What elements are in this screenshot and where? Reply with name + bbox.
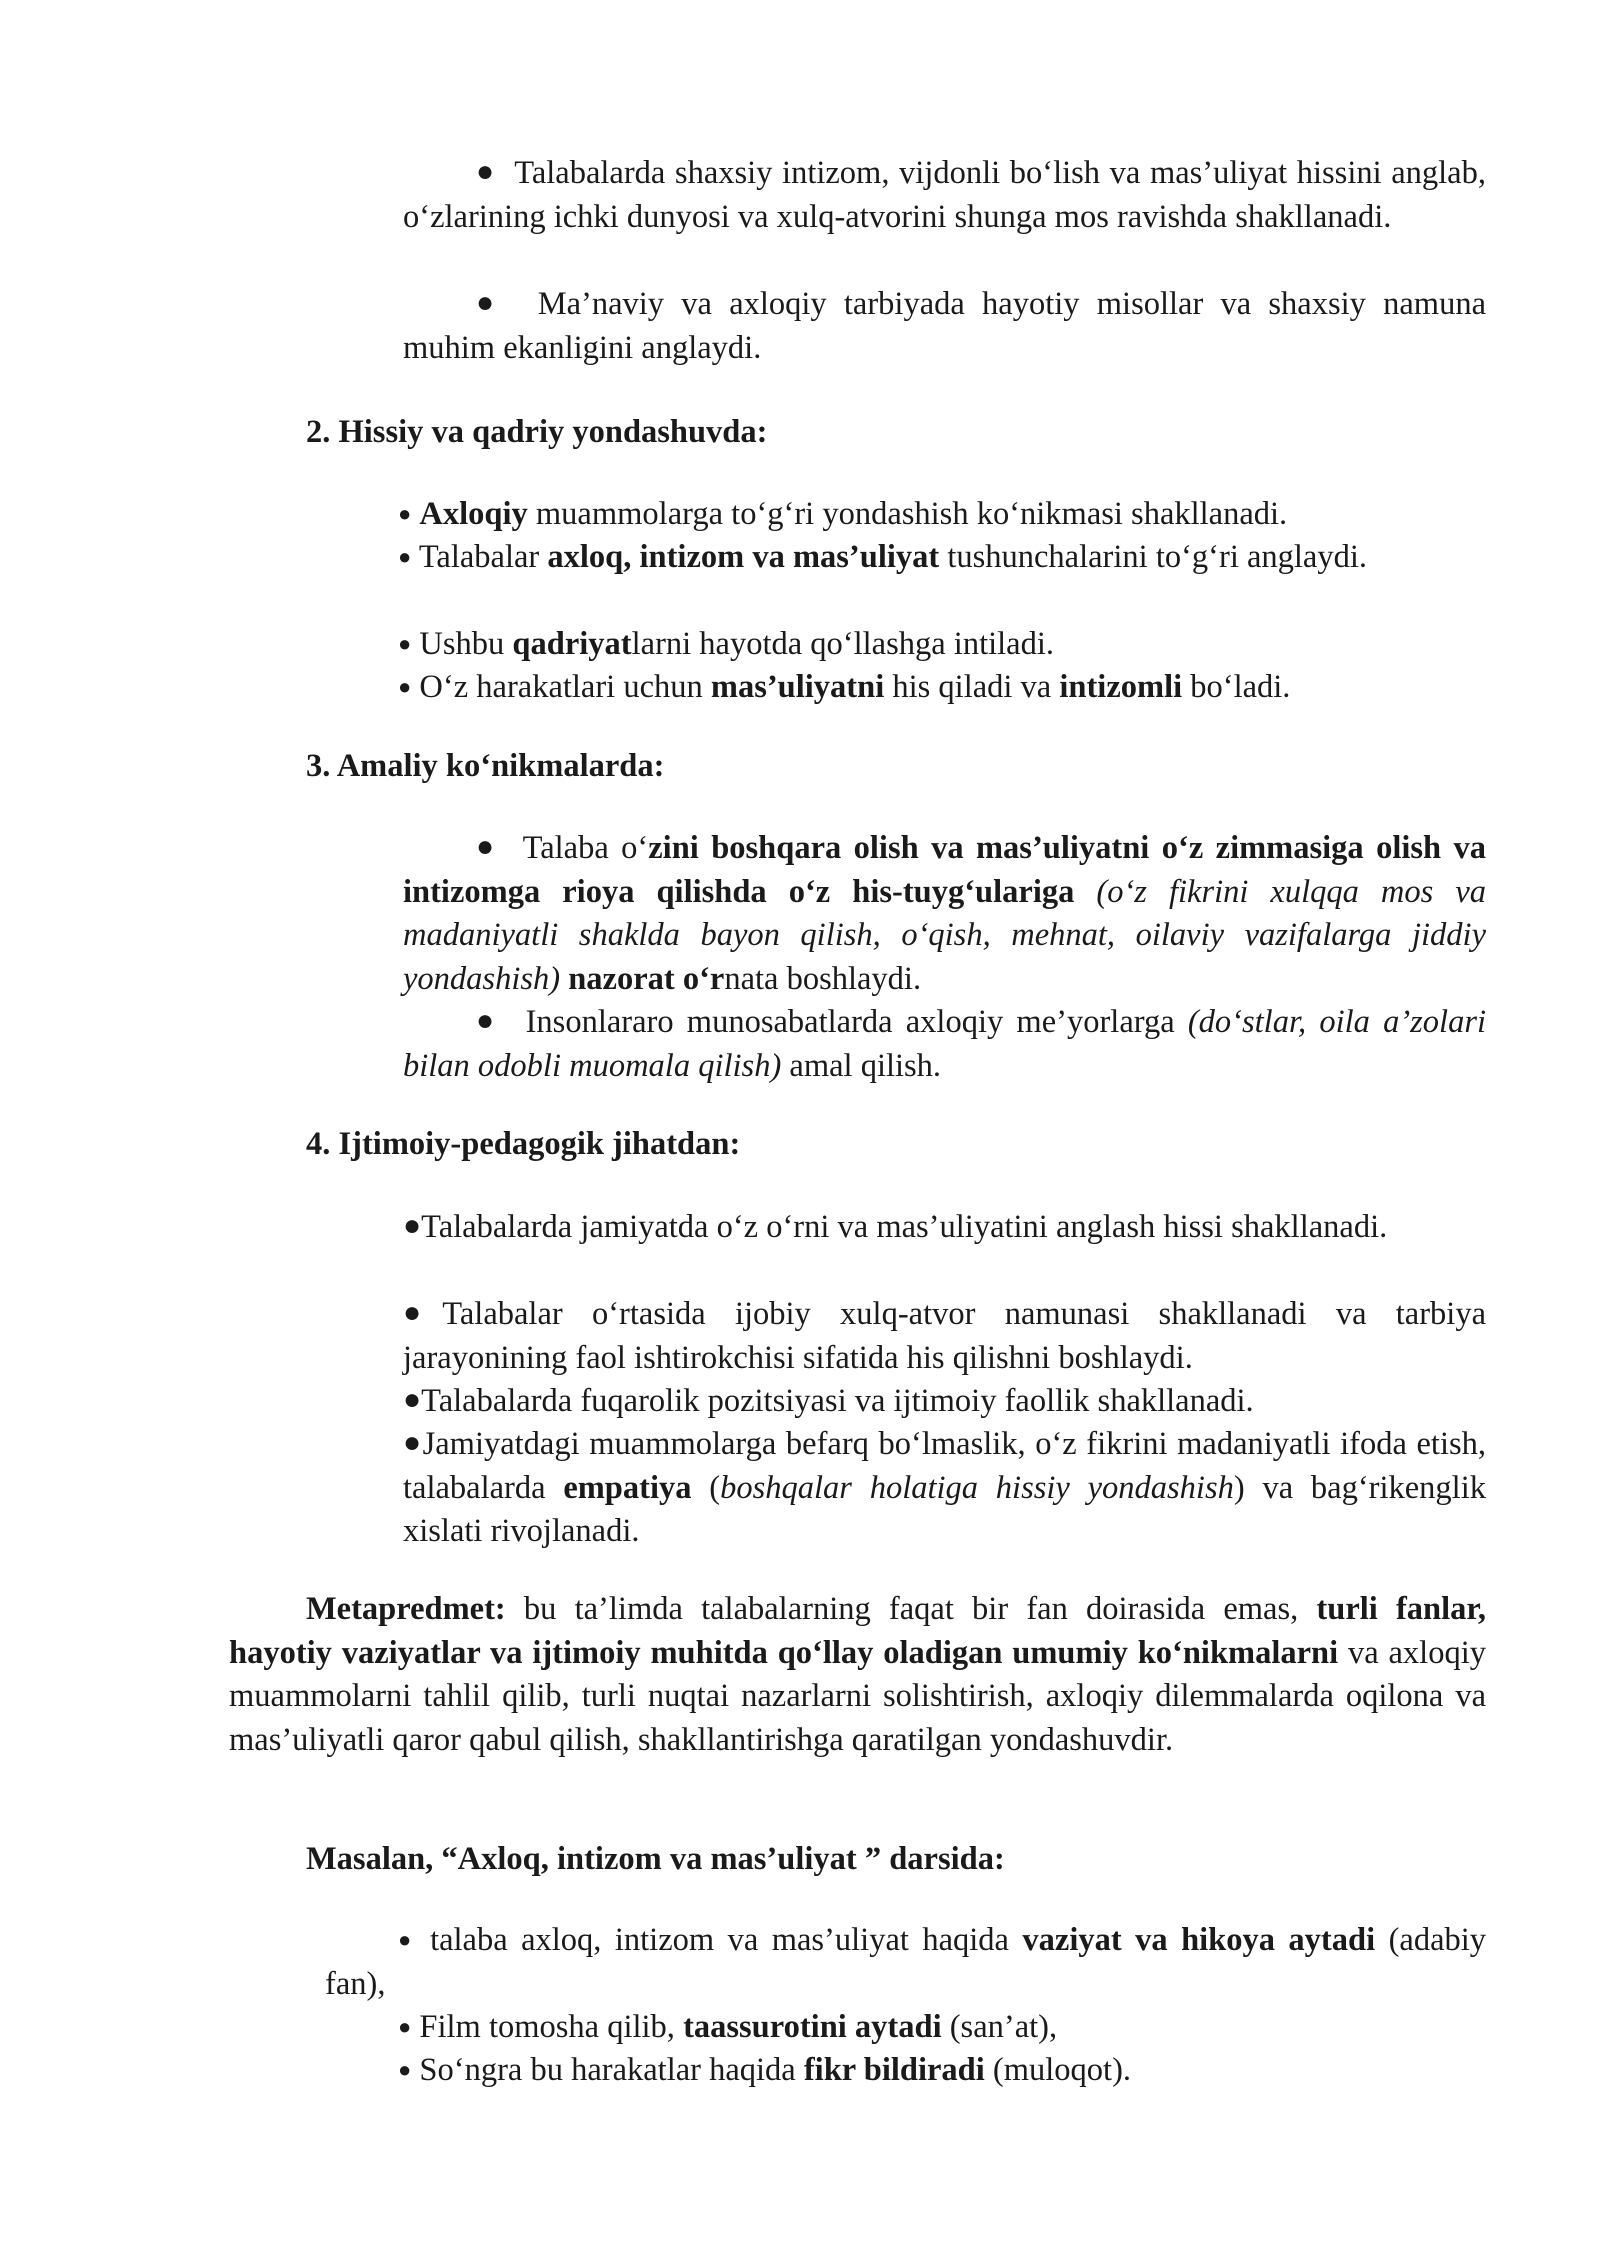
list-item: ● So‘ngra bu harakatlar haqida fikr bildiradi (muloqot). <box>398 2052 1132 2088</box>
metapredmet-paragraph: Metapredmet: bu ta’limda talabalarning faqat bir fan doirasida emas, turli fanlar, hayotiy vaziyatlar va ijtimoiy muhitda qo‘llay oladigan umumiy ko‘nikmalarni va axloqiy muammolarni tahlil qilib, turli nuqtai nazarlarni solishtirish, axloqiy dilemmalarda oqilona va mas’uliyatli qaror qabul qilish, shakllantirishga qaratilgan yondashuvdir. <box>229 1591 1486 1758</box>
list-item: ● Talabalar axloq, intizom va mas’uliyat tushunchalarini to‘g‘ri anglaydi. <box>398 539 1368 575</box>
list-item: ● Film tomosha qilib, taassurotini aytadi (san’at), <box>398 2009 1058 2045</box>
list-item: ● O‘z harakatlari uchun mas’uliyatni his qiladi va intizomli bo‘ladi. <box>398 669 1291 705</box>
list-item: ● Ma’naviy va axloqiy tarbiyada hayotiy misollar va shaxsiy namuna muhim ekanligini anglaydi. <box>403 286 1487 366</box>
bullet-icon: ● <box>476 830 499 863</box>
bullet-icon: ● <box>398 631 412 656</box>
bullet-icon: ● <box>403 1209 422 1242</box>
bullet-icon: ● <box>398 501 412 526</box>
bullet-icon: ● <box>476 155 496 188</box>
list-item: ● Talabalarda shaxsiy intizom, vijdonli bo‘lish va mas’uliyat hissini anglab, o‘zlarining ichki dunyosi va xulq-atvorini shunga mos ravishda shakllanadi. <box>403 155 1486 235</box>
bullet-icon: ● <box>398 2014 412 2039</box>
section-heading: 2. Hissiy va qadriy yondashuvda: <box>306 414 768 450</box>
bullet-icon: ● <box>403 1296 443 1329</box>
list-item: ● talaba axloq, intizom va mas’uliyat haqida vaziyat va hikoya aytadi (adabiy fan), <box>325 1922 1487 2002</box>
bullet-icon: ● <box>398 544 412 569</box>
bullet-icon: ● <box>403 1383 422 1416</box>
section-heading: 4. Ijtimoiy-pedagogik jihatdan: <box>306 1126 741 1162</box>
list-item: ●Talabalar o‘rtasida ijobiy xulq-atvor namunasi shakllanadi va tarbiya jarayonining faol ishtirokchisi sifatida his qilishni boshlaydi. <box>403 1296 1487 1376</box>
section-heading: Masalan, “Axloq, intizom va mas’uliyat ” darsida: <box>306 1841 1005 1877</box>
bullet-icon: ● <box>476 1004 500 1037</box>
list-item: ●Talabalarda jamiyatda o‘z o‘rni va mas’uliyatini anglash hissi shakllanadi. <box>403 1209 1388 1245</box>
list-item: ●Jamiyatdagi muammolarga befarq bo‘lmaslik, o‘z fikrini madaniyatli ifoda etish, talabalarda empatiya (boshqalar holatiga hissiy yondashish) va bag‘rikenglik xislati rivojlanadi. <box>403 1426 1487 1549</box>
list-item: ● Ushbu qadriyatlarni hayotda qo‘llashga intiladi. <box>398 626 1054 662</box>
bullet-icon: ● <box>398 1927 417 1952</box>
section-heading: 3. Amaliy ko‘nikmalarda: <box>306 748 665 784</box>
bullet-icon: ● <box>403 1426 423 1459</box>
list-item: ● Insonlararo munosabatlarda axloqiy me’yorlarga (do‘stlar, oila a’zolari bilan odobli muomala qilish) amal qilish. <box>403 1004 1487 1084</box>
list-item: ●Talabalarda fuqarolik pozitsiyasi va ijtimoiy faollik shakllanadi. <box>403 1383 1254 1419</box>
list-item: ● Axloqiy muammolarga to‘g‘ri yondashish ko‘nikmasi shakllanadi. <box>398 496 1288 532</box>
list-item: ● Talaba o‘zini boshqara olish va mas’uliyatni o‘z zimmasiga olish va intizomga rioya qilishda o‘z his-tuyg‘ulariga (o‘z fikrini xulqqa mos va madaniyatli shaklda bayon qilish, o‘qish, mehnat, oilaviy vazifalarga jiddiy yondashish) nazorat o‘rnata boshlaydi. <box>403 830 1486 997</box>
bullet-icon: ● <box>398 674 412 699</box>
bullet-icon: ● <box>476 286 504 319</box>
bullet-icon: ● <box>398 2057 412 2082</box>
